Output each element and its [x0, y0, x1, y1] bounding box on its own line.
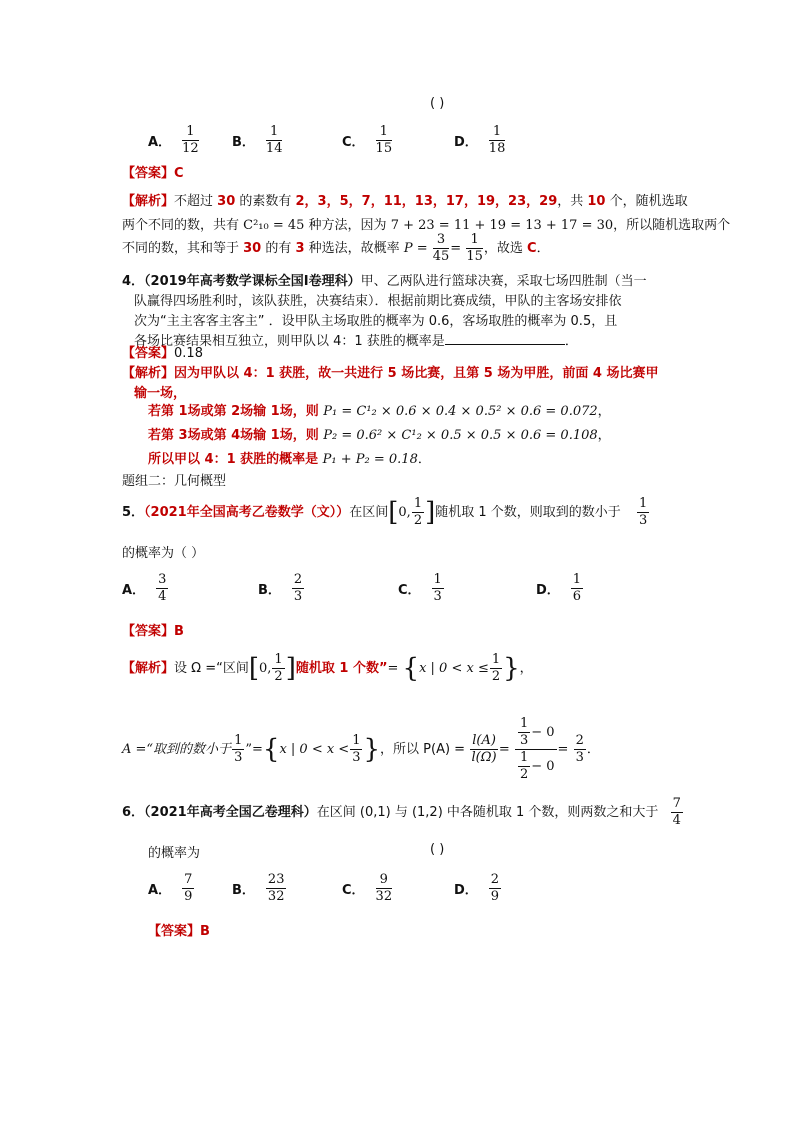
q6-paren: ( ) — [430, 842, 445, 857]
fraction: $\frac{1}{14}$ — [265, 124, 283, 156]
q3-answer: 【答案】C — [122, 166, 184, 181]
q4-line1: 4．（2019年高考数学课标全国Ⅰ卷理科）甲、乙两队进行篮球决赛，采取七场四胜制（当一 — [122, 274, 647, 289]
q3-option-d: D． $\frac{1}{18}$ — [454, 124, 506, 156]
fraction: $\frac{9}{32}$ — [375, 872, 393, 904]
fraction: $\frac{2}{9}$ — [490, 872, 500, 904]
q5-option-a: A． $\frac{3}{4}$ — [122, 572, 167, 604]
fraction: $\frac{1}{3}$ — [433, 572, 442, 604]
q3-analysis-line2: 两个不同的数，共有 C²₁₀ = 45 种方法，因为 7 + 23 = 11 + 19 = 13 + 17 = 30，所以随机选取两个 — [122, 218, 731, 233]
fraction: $\frac{3}{45}$ — [432, 232, 450, 264]
q4-line4: 各场比赛结果相互独立，则甲队以 4：1 获胜的概率是 ． — [134, 334, 578, 349]
q6-option-d: D． $\frac{2}{9}$ — [454, 872, 500, 904]
fraction: $\frac{1}{15}$ — [375, 124, 393, 156]
fraction: $\frac{1}{3}$ — [352, 733, 361, 765]
fraction: $\frac{1}{3}$ — [638, 496, 648, 528]
fraction: $\frac{1}{12}$ — [182, 124, 199, 156]
q6-option-b: B． $\frac{23}{32}$ — [232, 872, 285, 904]
q5-line1: 5．（2021年全国高考乙卷数学（文））在区间[0, $\frac{1}{2}$ ]随机取 1 个数，则取到的数小于 $\frac{1}{3}$ — [122, 496, 648, 528]
q3-analysis-line3: 不同的数，其和等于 30 的有 3 种选法，故概率 P = $\frac{3}{45}$ = $\frac{1}{15}$ ，故选 C． — [122, 232, 550, 264]
fraction: $\frac{l(A)}{l(\Omega)}$ — [471, 733, 497, 765]
q5-option-d: D． $\frac{1}{6}$ — [536, 572, 582, 604]
q4-analysis-line1: 【解析】因为甲队以 4：1 获胜，故一共进行 5 场比赛，且第 5 场为甲胜，前面 4 场比赛甲 — [122, 366, 659, 381]
q4-conclusion: 所以甲以 4：1 获胜的概率是 P₁ + P₂ = 0.18． — [148, 452, 431, 467]
fraction: $\frac{2}{3}$ — [575, 733, 584, 765]
compound-fraction: $\frac{1}{3}$ − 0 $\frac{1}{2}$ − 0 — [515, 716, 557, 783]
fraction: $\frac{7}{4}$ — [672, 796, 681, 828]
q6-option-c: C． $\frac{9}{32}$ — [342, 872, 393, 904]
q4-case2: 若第 3场或第 4场输 1场，则 P₂ = 0.6² × C¹₂ × 0.5 × 0.5 × 0.6 = 0.108， — [148, 428, 611, 443]
fraction: $\frac{1}{6}$ — [572, 572, 582, 604]
q3-option-c: C． $\frac{1}{15}$ — [342, 124, 393, 156]
q5-analysis-line1: 【解析】设 Ω =“区间[0, $\frac{1}{2}$ ]随机取 1 个数”= {x | 0 < x ≤ $\frac{1}{2}$ }， — [122, 652, 533, 684]
group-heading: 题组二：几何概型 — [122, 474, 227, 489]
fraction: $\frac{7}{9}$ — [184, 872, 193, 904]
q5-analysis-line2: A =“取到的数小于 $\frac{1}{3}$ ”={x | 0 < x < $\frac{1}{3}$ }，所以 P(A) = $\frac{l(A)}{l(\Omega)}$ = $\frac{1}{3}$ − 0 $\frac{1}{2}$ − 0 = $\frac{2}{3}$ ． — [122, 716, 600, 782]
q3-option-a: A． $\frac{1}{12}$ — [148, 124, 199, 156]
fraction: $\frac{1}{3}$ — [234, 733, 243, 765]
fraction: $\frac{23}{32}$ — [267, 872, 285, 904]
fraction: $\frac{1}{2}$ — [274, 652, 283, 684]
q4-line3: 次为“主主客客主客主” ．设甲队主场取胜的概率为 0.6，客场取胜的概率为 0.5，且 — [134, 314, 618, 329]
fraction: $\frac{1}{15}$ — [466, 232, 483, 264]
fraction: $\frac{3}{4}$ — [158, 572, 167, 604]
q4-answer: 【答案】0.18 — [122, 346, 203, 361]
fraction: $\frac{1}{2}$ — [491, 652, 501, 684]
fraction: $\frac{1}{2}$ — [413, 496, 423, 528]
q5-line2: 的概率为（ ） — [122, 546, 205, 561]
answer-blank — [445, 332, 565, 345]
q5-option-c: C． $\frac{1}{3}$ — [398, 572, 442, 604]
fraction: $\frac{2}{3}$ — [293, 572, 303, 604]
q5-answer: 【答案】B — [122, 624, 184, 639]
q4-case1: 若第 1场或第 2场输 1场，则 P₁ = C¹₂ × 0.6 × 0.4 × 0.5² × 0.6 = 0.072， — [148, 404, 611, 419]
q4-analysis-line2: 输一场， — [134, 386, 187, 401]
q6-option-a: A． $\frac{7}{9}$ — [148, 872, 193, 904]
fraction: $\frac{1}{18}$ — [488, 124, 506, 156]
q6-line1: 6．（2021年高考全国乙卷理科）在区间 (0,1) 与 (1,2) 中各随机取 1 个数，则两数之和大于 $\frac{7}{4}$ — [122, 796, 681, 828]
q3-option-b: B． $\frac{1}{14}$ — [232, 124, 283, 156]
q3-analysis-line1: 【解析】不超过 30 的素数有 2，3，5，7，11，13，17，19，23，29，共 10 个，随机选取 — [122, 194, 688, 209]
q4-line2: 队赢得四场胜利时，该队获胜，决赛结束）．根据前期比赛成绩，甲队的主客场安排依 — [134, 294, 622, 309]
q3-paren: ( ) — [430, 96, 445, 111]
q6-line2: 的概率为 — [148, 846, 201, 861]
q6-answer: 【答案】B — [148, 924, 210, 939]
q5-option-b: B． $\frac{2}{3}$ — [258, 572, 303, 604]
